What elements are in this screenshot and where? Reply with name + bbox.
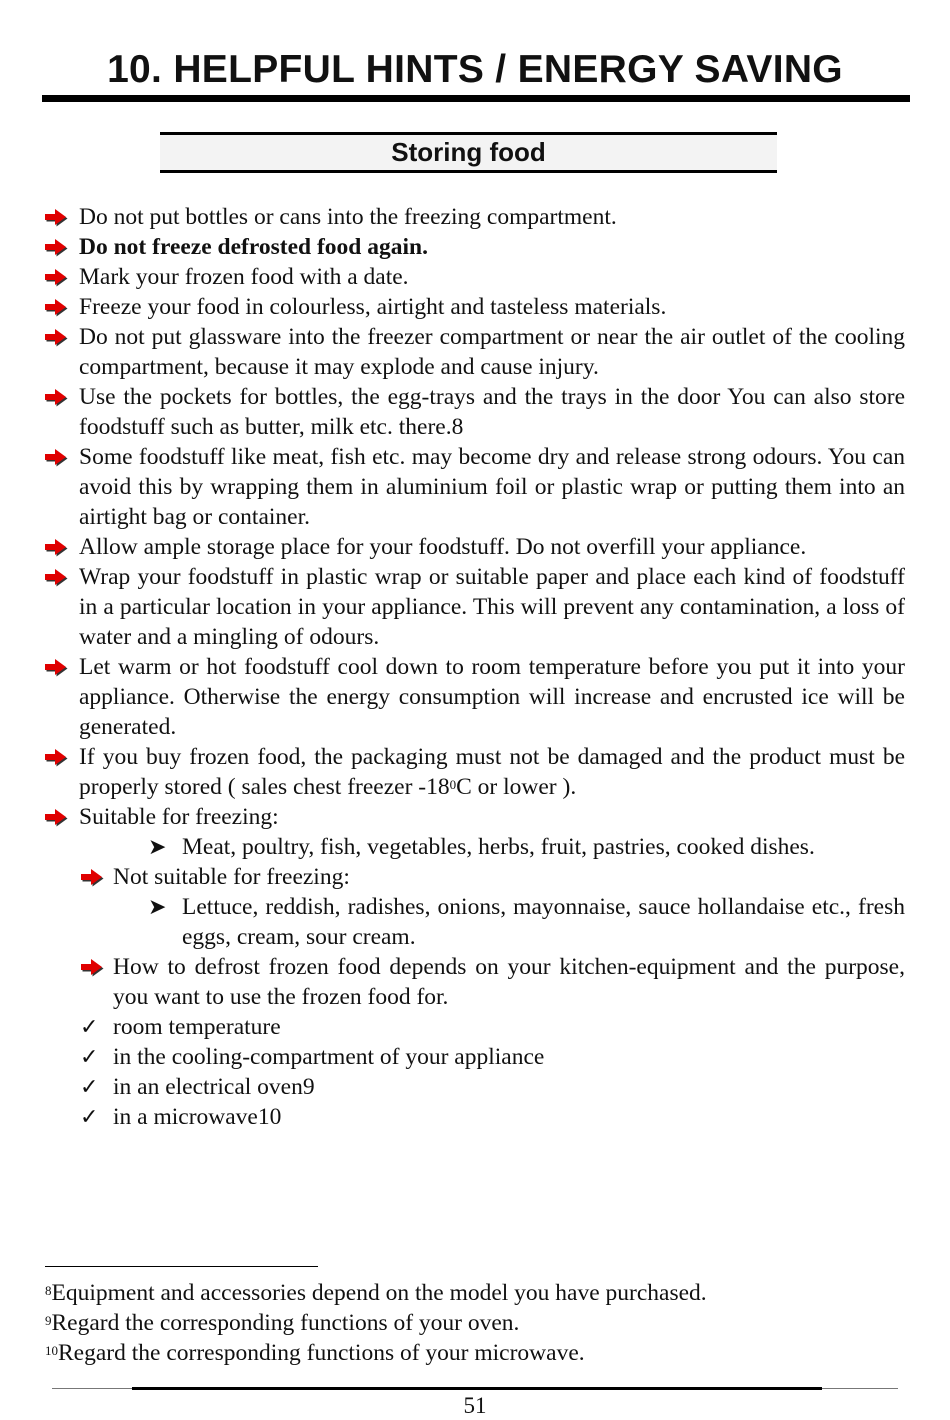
footnote	[45, 1338, 905, 1368]
list-item	[0, 742, 905, 802]
red-arrow-icon	[43, 235, 68, 265]
hints-list	[0, 202, 950, 1132]
list-item	[0, 382, 905, 442]
check-item	[0, 1042, 905, 1072]
list-item-text: in the cooling-compartment of your appliance	[113, 1044, 545, 1070]
list-item-text: in a microwave10	[113, 1104, 282, 1130]
check-icon: ✓	[80, 1014, 99, 1039]
footnote	[45, 1278, 905, 1308]
footnote	[45, 1308, 905, 1338]
check-item	[0, 1012, 905, 1042]
list-item-text: Some foodstuff like meat, fish etc. may become dry and release strong odours. You can avoid this by wrapping them in aluminium foil or plastic wrap or putting them into an airtight bag or container.	[79, 444, 905, 530]
list-item-text: Use the pockets for bottles, the egg-trays and the trays in the door You can also store foodstuff such as butter, milk etc. there.8	[79, 384, 905, 440]
section-heading: Storing food	[160, 132, 777, 173]
sub-list-item	[0, 892, 905, 952]
footer-rule-thick	[132, 1387, 822, 1390]
list-item-text: Suitable for freezing:	[79, 804, 279, 830]
list-item-text: Do not put bottles or cans into the freezing compartment.	[79, 204, 617, 230]
chevron-icon: ➤	[148, 834, 167, 859]
red-arrow-icon	[43, 325, 68, 355]
list-item-text: room temperature	[113, 1014, 281, 1040]
list-item-text: If you buy frozen food, the packaging must not be damaged and the product must be properly stored ( sales chest freezer $-18^0C$ or lower ).	[79, 744, 905, 800]
red-arrow-icon	[43, 535, 68, 565]
check-icon: ✓	[80, 1044, 99, 1069]
list-item	[0, 442, 905, 532]
footnotes	[45, 1278, 905, 1368]
red-arrow-icon	[43, 445, 68, 475]
red-arrow-icon	[43, 205, 68, 235]
check-icon: ✓	[80, 1104, 99, 1129]
chevron-icon: ➤	[148, 894, 167, 919]
red-arrow-icon	[43, 265, 68, 295]
footnote-text: Equipment and accessories depend on the model you have purchased.	[51, 1280, 707, 1306]
red-arrow-icon	[43, 745, 68, 775]
list-item	[0, 532, 905, 562]
list-item-text: in an electrical oven9	[113, 1074, 315, 1100]
list-item-text: Lettuce, reddish, radishes, onions, mayonnaise, sauce hollandaise etc., fresh eggs, cream, sour cream.	[182, 894, 905, 950]
list-item	[0, 322, 905, 382]
list-item-text: Not suitable for freezing:	[113, 864, 350, 890]
list-item-text: How to defrost frozen food depends on your kitchen-equipment and the purpose, you want to use the frozen food for.	[113, 954, 905, 1010]
red-arrow-icon	[79, 865, 104, 895]
list-item	[0, 232, 905, 262]
sub-list-item	[0, 832, 905, 862]
list-item-text: Mark your frozen food with a date.	[79, 264, 409, 290]
red-arrow-icon	[43, 565, 68, 595]
red-arrow-icon	[43, 295, 68, 325]
list-item	[0, 262, 905, 292]
footnote-mark: 9	[45, 1313, 52, 1328]
footnote-mark: 10	[45, 1343, 58, 1358]
red-arrow-icon	[43, 385, 68, 415]
list-item	[0, 802, 905, 832]
list-item	[0, 292, 905, 322]
list-item	[0, 862, 905, 892]
list-item-text: Do not put glassware into the freezer compartment or near the air outlet of the cooling compartment, because it may explode and cause injury.	[79, 324, 905, 380]
footnote-text: Regard the corresponding functions of your microwave.	[58, 1340, 585, 1366]
list-item	[0, 202, 905, 232]
list-item	[0, 562, 905, 652]
list-item	[0, 952, 905, 1012]
page-title: 10. HELPFUL HINTS / ENERGY SAVING	[107, 48, 843, 91]
page-number: 51	[463, 1393, 487, 1418]
red-arrow-icon	[79, 955, 104, 985]
list-item-text: Do not freeze defrosted food again.	[79, 234, 428, 260]
red-arrow-icon	[43, 805, 68, 835]
footnote-mark: 8	[45, 1283, 52, 1298]
footnote-rule	[45, 1266, 318, 1267]
check-icon: ✓	[80, 1074, 99, 1099]
title-rule	[42, 95, 910, 102]
list-item-text: Wrap your foodstuff in plastic wrap or suitable paper and place each kind of foodstuff in a particular location in your appliance. This will prevent any contamination, a loss of water and a mingling of odours.	[79, 564, 905, 650]
check-item	[0, 1102, 905, 1132]
list-item-text: Allow ample storage place for your foodstuff. Do not overfill your appliance.	[79, 534, 807, 560]
red-arrow-icon	[43, 655, 68, 685]
list-item-text: Freeze your food in colourless, airtight and tasteless materials.	[79, 294, 667, 320]
list-item	[0, 652, 905, 742]
check-item	[0, 1072, 905, 1102]
superscript: 0	[449, 777, 457, 792]
list-item-text: Meat, poultry, fish, vegetables, herbs, fruit, pastries, cooked dishes.	[182, 834, 815, 860]
list-item-text: Let warm or hot foodstuff cool down to room temperature before you put it into your appliance. Otherwise the energy consumption will increase and encrusted ice will be generated.	[79, 654, 905, 740]
footnote-text: Regard the corresponding functions of your oven.	[51, 1310, 520, 1336]
